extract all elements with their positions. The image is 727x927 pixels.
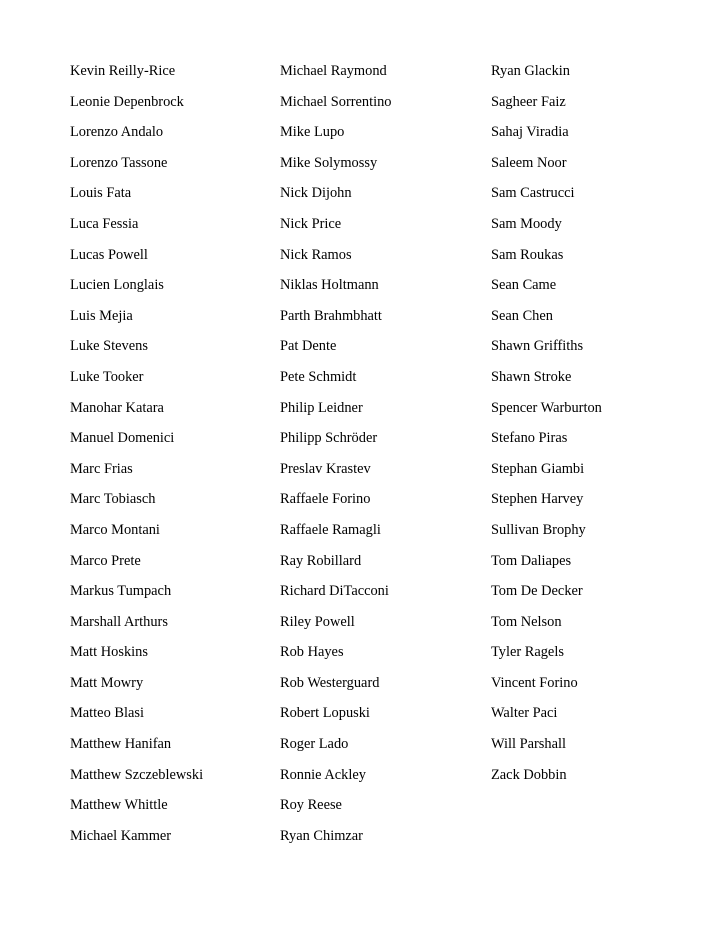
name-entry: Richard DiTacconi bbox=[280, 583, 389, 600]
name-entry: Michael Kammer bbox=[70, 827, 172, 844]
name-entry: Nick Dijohn bbox=[280, 185, 352, 202]
name-entry: Sullivan Brophy bbox=[491, 521, 586, 538]
name-entry: Marshall Arthurs bbox=[70, 613, 168, 630]
name-entry: Ryan Glackin bbox=[491, 63, 570, 79]
name-entry: Preslav Krastev bbox=[280, 460, 371, 477]
name-entry: Pete Schmidt bbox=[280, 368, 357, 385]
name-entry: Roger Lado bbox=[280, 736, 349, 753]
name-entry: Matteo Blasi bbox=[70, 705, 144, 722]
name-entry: Matthew Whittle bbox=[70, 797, 168, 814]
name-entry: Marco Prete bbox=[70, 552, 141, 569]
name-entry: Nick Price bbox=[280, 215, 342, 232]
name-entry: Philip Leidner bbox=[280, 399, 363, 416]
name-entry: Pat Dente bbox=[280, 338, 337, 355]
name-entry: Mike Lupo bbox=[280, 124, 345, 141]
name-entry: Walter Paci bbox=[491, 705, 558, 722]
name-entry: Lorenzo Andalo bbox=[70, 124, 164, 141]
name-entry: Shawn Stroke bbox=[491, 368, 572, 385]
name-entry: Nick Ramos bbox=[280, 246, 352, 263]
names-column-3 bbox=[491, 60, 602, 794]
name-entry: Riley Powell bbox=[280, 613, 355, 630]
name-entry: Lucien Longlais bbox=[70, 277, 164, 294]
name-entry: Stephan Giambi bbox=[491, 460, 585, 477]
name-entry: Rob Hayes bbox=[280, 644, 344, 661]
names-column-2 bbox=[280, 60, 392, 855]
name-entry: Kevin Reilly-Rice bbox=[70, 63, 176, 79]
name-entry: Lorenzo Tassone bbox=[70, 154, 168, 171]
name-entry: Marc Frias bbox=[70, 460, 133, 477]
name-entry: Rob Westerguard bbox=[280, 674, 380, 691]
name-entry: Luke Tooker bbox=[70, 368, 144, 385]
name-entry: Manuel Domenici bbox=[70, 430, 175, 447]
name-entry: Sagheer Faiz bbox=[491, 93, 566, 110]
name-entry: Vincent Forino bbox=[491, 674, 578, 691]
name-entry: Saleem Noor bbox=[491, 154, 567, 171]
name-entry: Tom Daliapes bbox=[491, 552, 572, 569]
name-entry: Matt Mowry bbox=[70, 674, 144, 691]
name-entry: Ryan Chimzar bbox=[280, 827, 363, 844]
name-entry: Sean Came bbox=[491, 277, 557, 294]
name-entry: Louis Fata bbox=[70, 185, 132, 202]
name-entry: Sam Roukas bbox=[491, 246, 564, 263]
name-entry: Raffaele Ramagli bbox=[280, 521, 381, 538]
name-entry: Leonie Depenbrock bbox=[70, 93, 184, 110]
name-entry: Luke Stevens bbox=[70, 338, 148, 355]
name-entry: Shawn Griffiths bbox=[491, 338, 584, 355]
names-column-1 bbox=[70, 60, 203, 855]
name-entry: Sam Moody bbox=[491, 215, 562, 232]
name-entry: Sahaj Viradia bbox=[491, 124, 569, 141]
name-entry: Michael Sorrentino bbox=[280, 93, 392, 110]
name-entry: Tom De Decker bbox=[491, 583, 583, 600]
name-entry: Parth Brahmbhatt bbox=[280, 307, 382, 324]
name-entry: Ronnie Ackley bbox=[280, 766, 366, 783]
name-entry: Matthew Szczeblewski bbox=[70, 766, 204, 783]
name-entry: Will Parshall bbox=[491, 736, 566, 753]
name-entry: Niklas Holtmann bbox=[280, 277, 379, 294]
name-entry: Markus Tumpach bbox=[70, 583, 172, 600]
name-entry: Matthew Hanifan bbox=[70, 736, 172, 753]
name-entry: Ray Robillard bbox=[280, 552, 362, 569]
name-entry: Matt Hoskins bbox=[70, 644, 148, 661]
name-entry: Luca Fessia bbox=[70, 215, 139, 232]
name-entry: Zack Dobbin bbox=[491, 766, 567, 783]
name-entry: Lucas Powell bbox=[70, 246, 148, 263]
name-entry: Philipp Schröder bbox=[280, 430, 378, 447]
name-entry: Raffaele Forino bbox=[280, 491, 371, 508]
name-entry: Michael Raymond bbox=[280, 63, 387, 79]
name-entry: Luis Mejia bbox=[70, 307, 133, 324]
name-entry: Robert Lopuski bbox=[280, 705, 370, 722]
name-entry: Tom Nelson bbox=[491, 613, 562, 630]
name-entry: Mike Solymossy bbox=[280, 154, 378, 171]
name-entry: Spencer Warburton bbox=[491, 399, 602, 416]
name-entry: Stefano Piras bbox=[491, 430, 568, 447]
name-entry: Manohar Katara bbox=[70, 399, 164, 416]
name-entry: Sean Chen bbox=[491, 307, 553, 324]
name-entry: Marc Tobiasch bbox=[70, 491, 156, 508]
name-entry: Roy Reese bbox=[280, 797, 342, 814]
name-entry: Stephen Harvey bbox=[491, 491, 584, 508]
name-entry: Sam Castrucci bbox=[491, 185, 575, 202]
name-entry: Tyler Ragels bbox=[491, 644, 564, 661]
name-entry: Marco Montani bbox=[70, 521, 160, 538]
